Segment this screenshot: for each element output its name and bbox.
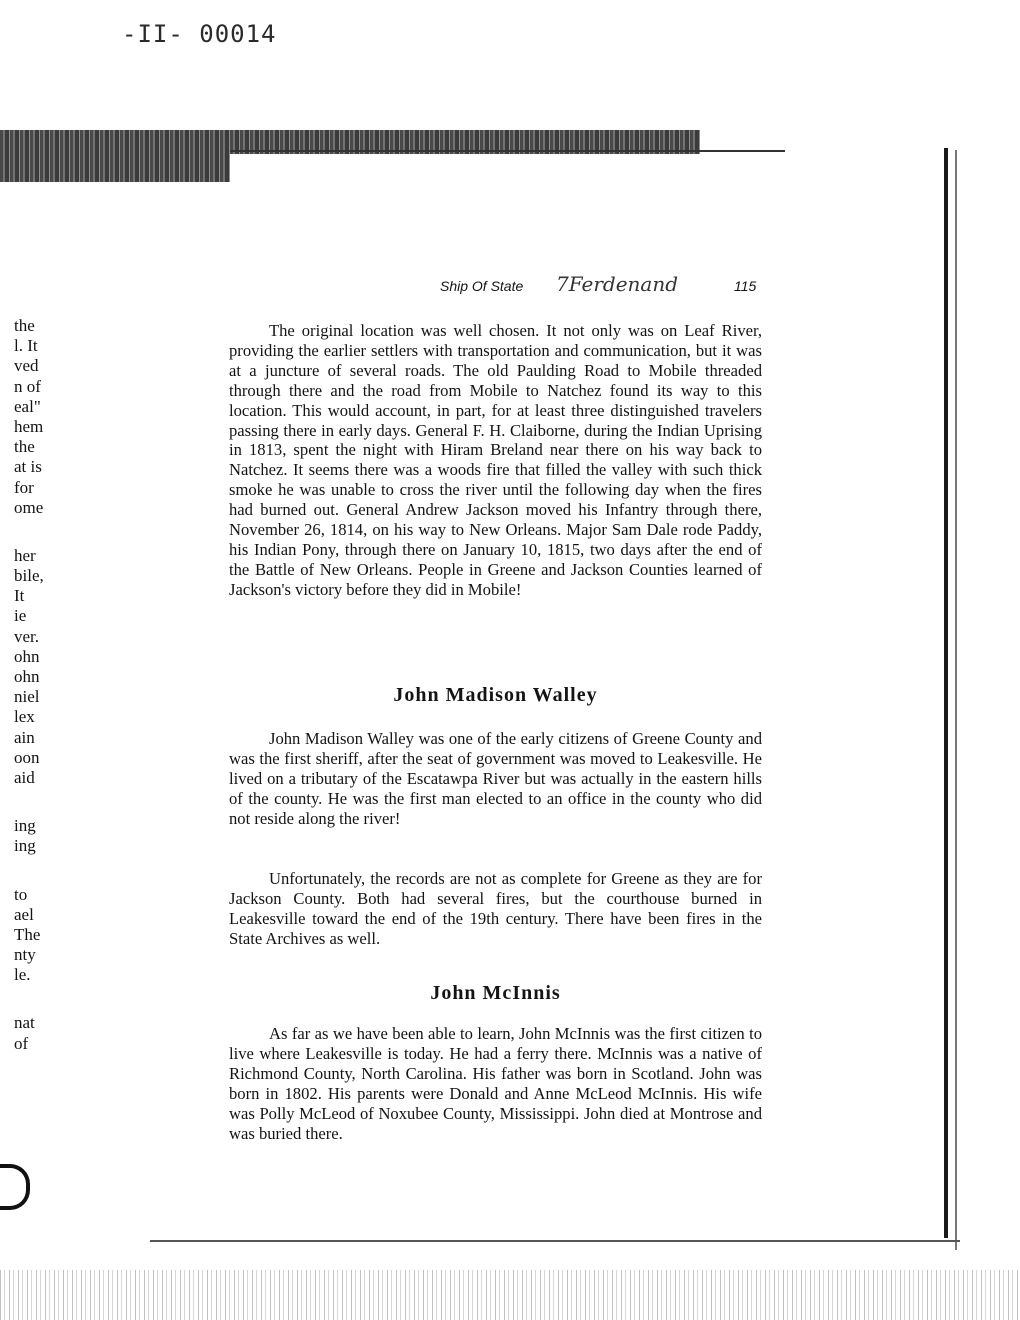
facing-page-fragment — [14, 518, 74, 546]
facing-page-fragment: ohn — [14, 667, 40, 686]
facing-page-fragment: of — [14, 1033, 29, 1053]
facing-page-fragment: ie — [14, 606, 27, 626]
paragraph-original-location: The original location was well chosen. It not only was on Leaf River, providing the earlier settlers with transportation and communication, but it was at a juncture of several roads. The old Paulding Road to Mobile threaded through there and the road from Mobile to Natchez found its way to this location. This would account, in part, for at least three distinguished travelers passing there in early days. General F. H. Claiborne, during the Indian Uprising in 1813, spent the night with Hiram Breland near there on his way back to Natchez. It seems there was a woods fire that filled the valley with such thick smoke he was unable to cross the river until the following day when the fires had burned out. General Andrew Jackson moved his Infantry through there, November 26, 1814, on his way to New Orleans. Major Sam Dale rode Paddy, his Indian Pony, through there on January 10, 1815, two days after the end of the Battle of New Orleans. People in Greene and Jackson Counties learned of Jackson's victory before they did in Mobile! — [229, 321, 762, 599]
facing-page-fragment: The — [14, 924, 41, 944]
page-edge-right — [944, 148, 948, 1238]
scan-artifact-line — [230, 150, 785, 152]
facing-page-fragment: bile, — [14, 566, 44, 586]
scan-artifact-bottom — [0, 1270, 1020, 1320]
facing-page-fragment: lex — [14, 707, 35, 727]
facing-page-fragment: her — [14, 545, 36, 565]
facing-page-fragment: n of — [14, 376, 41, 396]
facing-page-fragment: ohn — [14, 646, 40, 666]
facing-page-fragment: nty — [14, 945, 36, 965]
facing-page-fragment: ved — [14, 356, 39, 376]
facing-page-fragment: It — [14, 586, 25, 606]
facing-page-fragment — [14, 788, 74, 816]
page-edge-bottom — [150, 1240, 960, 1242]
facing-page-fragment: the — [14, 437, 35, 457]
facing-page-fragment — [14, 857, 74, 885]
facing-page-fragment: l. It — [14, 336, 38, 356]
archive-stamp: -II- 00014 — [122, 20, 277, 48]
facing-page-fragment: ael — [14, 904, 34, 924]
facing-page-fragment: ver. — [14, 626, 40, 646]
paragraph-walley: John Madison Walley was one of the early citizens of Greene County and was the first sheriff, after the seat of government was moved to Leakesville. He lived on a tributary of the Escatawpa River but was actually in the eastern hills of the county. He was the first man elected to an office in the county who did not reside along the river! — [229, 729, 762, 828]
facing-page-fragment: for — [14, 477, 34, 497]
facing-page-fragment: ome — [14, 497, 44, 517]
page-edge-right-shadow — [955, 150, 957, 1250]
facing-page-fragment: ing — [14, 816, 36, 836]
facing-page-fragment: hem — [14, 416, 44, 436]
handwritten-annotation: 7Ferdenand — [556, 272, 679, 296]
facing-page-fragment: to — [14, 884, 28, 904]
facing-page-fragment: ain — [14, 727, 35, 747]
facing-page-fragment: ing — [14, 836, 36, 856]
facing-page-fragment — [14, 985, 74, 1013]
scan-artifact-cover — [230, 154, 700, 184]
running-head: Ship Of State — [440, 278, 524, 294]
page-number: 115 — [734, 278, 757, 294]
facing-page-fragment: nat — [14, 1013, 35, 1033]
facing-page-fragments — [14, 316, 74, 1054]
facing-page-fragment: at is — [14, 457, 42, 477]
section-heading-walley: John Madison Walley — [393, 684, 598, 706]
facing-page-fragment: niel — [14, 687, 40, 707]
facing-page-fragment: the — [14, 316, 35, 335]
facing-page-fragment: eal" — [14, 396, 41, 416]
section-heading-mcinnis: John McInnis — [430, 982, 561, 1004]
paragraph-mcinnis: As far as we have been able to learn, John McInnis was the first citizen to live where Leakesville is today. He had a ferry there. McInnis was a native of Richmond County, North Carolina. His father was born in Scotland. John was born in 1802. His parents were Donald and Anne McLeod McInnis. His wife was Polly McLeod of Noxubee County, Mississippi. John died at Montrose and was buried there. — [229, 1024, 762, 1143]
binding-ring-mark — [0, 1164, 30, 1210]
paragraph-records: Unfortunately, the records are not as complete for Greene as they are for Jackson County. Both had several fires, but the courthouse burned in Leakesville toward the end of the 19th century. There have been fires in the State Archives as well. — [229, 869, 762, 948]
facing-page-fragment: aid — [14, 767, 35, 787]
facing-page-fragment: le. — [14, 965, 31, 985]
facing-page-fragment: oon — [14, 747, 40, 767]
